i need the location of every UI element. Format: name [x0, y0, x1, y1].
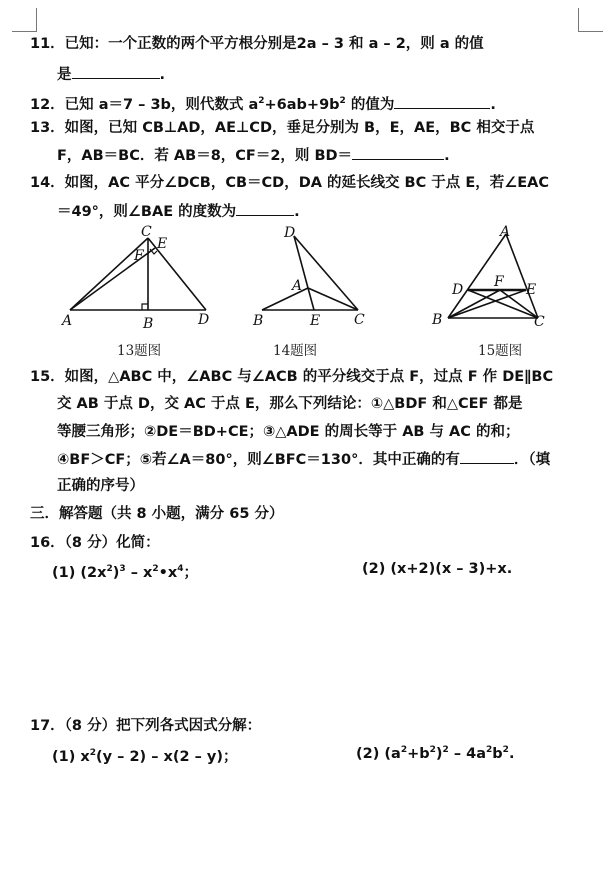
fig15-label-F: F [494, 274, 504, 290]
q16-p1-sup3: 2 [152, 564, 159, 574]
q12-text-a: 12．已知 a＝7 – 3b，则代数式 a [30, 97, 259, 113]
q17-part2 [356, 745, 514, 762]
crop-mark-right-h [578, 31, 603, 32]
fig14-label-A: A [292, 278, 303, 294]
q11-line2 [57, 64, 612, 85]
q17-p2-sup2: 2 [429, 745, 436, 755]
q15-line1: 15．如图，△ABC 中，∠ABC 与∠ACB 的平分线交于点 F，过点 F 作 DE∥BC [30, 369, 554, 385]
q15-line4-end: ．（填 [513, 452, 551, 468]
q16-part2: (2) (x+2)(x – 3)+x. [362, 561, 513, 577]
q12-sup-b: 2 [339, 96, 346, 106]
q16-p1-sup1: 2 [106, 564, 113, 574]
q15-line3: 等腰三角形；②DE＝BD+CE；③△ADE 的周长等于 AB 与 AC 的和； [57, 424, 520, 440]
figure-13 [58, 222, 218, 334]
q17-p1-a: (1) x [52, 749, 90, 765]
q12-line [30, 91, 605, 115]
answer-blank [236, 201, 294, 216]
q16-p1-sup2: 3 [119, 564, 126, 574]
q17-p2-sup5: 2 [502, 745, 509, 755]
q11-line1: 11．已知：一个正数的两个平方根分别是2a – 3 和 a – 2，则 a 的值 [30, 36, 484, 52]
q15-line4 [57, 449, 612, 470]
q17-p1-b: (y – 2) – x(2 – y)； [96, 749, 238, 765]
crop-mark-left-h [12, 31, 37, 32]
q17-p2-f: . [508, 746, 515, 762]
fig13-caption: 13题图 [117, 343, 162, 359]
q17-p2-b: +b [407, 746, 430, 762]
q14-line2 [57, 201, 612, 222]
q16-p1-sup4: 4 [177, 564, 184, 574]
q13-end: . [444, 148, 450, 164]
crop-mark-right-v [578, 8, 579, 32]
fig14-label-D: D [284, 225, 296, 241]
fig15-label-B: B [432, 312, 443, 328]
crop-mark-left-v [36, 8, 37, 32]
fig13-label-C: C [141, 224, 152, 240]
fig13-label-A: A [62, 313, 73, 329]
q12-text-c: 的值为 [345, 97, 395, 113]
fig13-label-F: F [134, 248, 144, 264]
fig13-label-B: B [143, 316, 154, 332]
fig15-label-A: A [500, 224, 511, 240]
fig14-caption: 14题图 [273, 343, 318, 359]
q16-part1 [52, 561, 198, 582]
q13-line2 [57, 145, 612, 166]
q17-p1-sup1: 2 [89, 748, 97, 758]
figure-14 [250, 222, 372, 334]
q13-line2-text: F，AB＝BC．若 AB＝8，CF＝2，则 BD＝ [57, 148, 353, 164]
q12-end: . [490, 97, 496, 113]
q15-line5: 正确的序号） [57, 478, 144, 494]
q17-p2-c: ) [435, 746, 443, 762]
q12-sup-a: 2 [258, 96, 265, 106]
q13-line1: 13．如图，已知 CB⊥AD，AE⊥CD，垂足分别为 B，E，AE，BC 相交于点 [30, 120, 535, 136]
q14-line2-text: ＝49°，则∠BAE 的度数为 [57, 204, 237, 220]
fig15-label-E: E [526, 282, 537, 298]
fig14-label-B: B [253, 313, 264, 329]
q17-p2-sup3: 2 [442, 745, 449, 755]
q17-title: 17．（8 分）把下列各式因式分解： [30, 718, 262, 734]
fig13-label-D: D [198, 312, 210, 328]
fig14-label-C: C [354, 312, 365, 328]
fig15-label-D: D [452, 282, 464, 298]
q16-p1-a: (1) (2x [52, 565, 107, 581]
q16-p1-e: ； [183, 565, 198, 581]
q16-title: 16．（8 分）化简： [30, 535, 160, 551]
q16-p1-c: – x [125, 565, 153, 581]
q11-line2-pre: 是 [57, 67, 72, 83]
q17-p2-sup4: 2 [486, 745, 493, 755]
answer-blank [460, 449, 514, 464]
q11-line2-end: . [159, 67, 166, 83]
q15-line2: 交 AB 于点 D，交 AC 于点 E，那么下列结论：①△BDF 和△CEF 都是 [57, 396, 523, 412]
q15-line4-text: ④BF＞CF；⑤若∠A＝80°，则∠BFC＝130°．其中正确的有 [57, 452, 460, 468]
q16-p1-d: •x [158, 565, 178, 581]
q16-p1-b: ) [112, 565, 120, 581]
fig15-caption: 15题图 [478, 343, 523, 359]
section-3-heading: 三．解答题（共 8 小题，满分 65 分） [30, 506, 284, 522]
q17-p2-d: – 4a [448, 746, 487, 762]
q17-p2-sup1: 2 [400, 745, 408, 755]
answer-blank [72, 64, 160, 79]
q14-end: . [294, 204, 300, 220]
q17-part1 [52, 745, 238, 766]
answer-blank [352, 145, 444, 160]
fig15-label-C: C [534, 314, 545, 330]
q17-p2-e: b [492, 746, 503, 762]
q12-text-b: +6ab+9b [264, 97, 340, 113]
answer-blank [394, 94, 490, 109]
figure-15 [428, 222, 552, 334]
q14-line1: 14．如图，AC 平分∠DCB，CB＝CD，DA 的延长线交 BC 于点 E，若∠EAC [30, 175, 550, 191]
fig13-label-E: E [157, 236, 168, 252]
fig14-label-E: E [310, 313, 321, 329]
q17-p2-a: (2) (a [356, 746, 401, 762]
